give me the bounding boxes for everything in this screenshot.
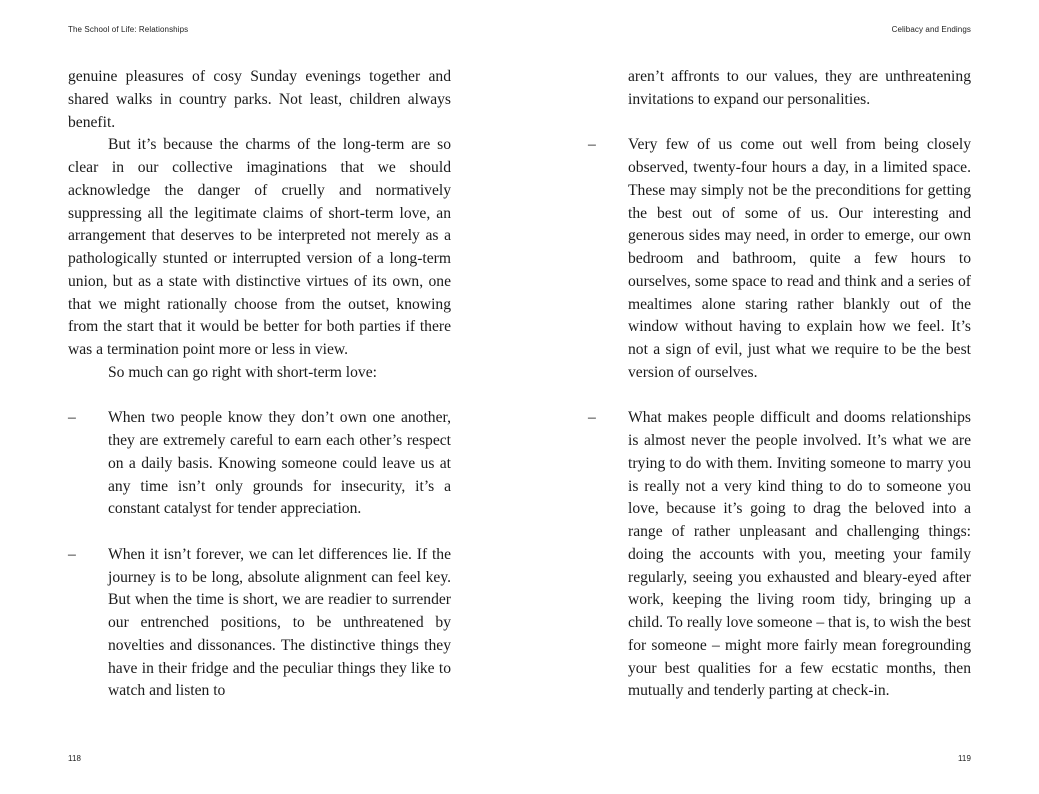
list-item-text: What makes people difficult and dooms relationships is almost never the people involved. It’s what we are trying to do with them. Inviting someone to marry you is really not a very kind thing to do to someone you love, because it’s going to drag the beloved into a range of rather unpleasant and challenging things: doing the accounts with you, meeting your family regularly, seeing you exhausted and bleary-eyed after work, keeping the living room tidy, bringing up a child. To really love someone – that is, to wish the best for someone – might more fairly mean foregrounding your best qualities for a few ecstatic months, then mutually and tenderly parting at check-in. xyxy=(628,409,971,700)
paragraph-continued: genuine pleasures of cosy Sunday evenings together and shared walks in country parks. Not least, children always benefit. xyxy=(68,68,451,131)
list-item-text: When it isn’t forever, we can let differences lie. If the journey is to be long, absolute alignment can feel key. But when the time is short, we are readier to surrender our entrenched positions, to be unthreatened by novelties and dissonances. The distinctive things they have in their fridge and the peculiar things they like to watch and listen to xyxy=(108,545,451,700)
running-header-right: Celibacy and Endings xyxy=(891,25,971,34)
left-page-body xyxy=(68,66,451,703)
spacer xyxy=(68,385,451,408)
dash-marker: – xyxy=(588,409,596,427)
left-page xyxy=(0,0,519,794)
paragraph-intro-list: So much can go right with short-term love: xyxy=(108,363,377,381)
list-item xyxy=(68,407,451,521)
dash-marker: – xyxy=(68,409,76,427)
page-number-right: 119 xyxy=(957,754,971,763)
list-item-text: When two people know they don’t own one another, they are extremely careful to earn each other’s respect on a daily basis. Knowing someone could leave us at any time isn’t only grounds for insecurity, it’s a constant catalyst for tender appreciation. xyxy=(108,409,451,518)
list-item xyxy=(588,134,971,384)
list-item xyxy=(68,544,451,703)
list-item xyxy=(588,407,971,703)
list-item-text: Very few of us come out well from being closely observed, twenty-four hours a day, in a limited space. These may simply not be the preconditions for getting the best out of some of us. Our interesting and generous sides may need, in order to emerge, our own bedroom and bathroom, quite a few hours to ourselves, some space to read and think and a series of mealtimes alone staring rather blankly out of the window without having to explain how we feel. It’s not a sign of evil, just what we require to be the best version of ourselves. xyxy=(628,136,971,381)
dash-marker: – xyxy=(68,545,76,563)
right-page-body xyxy=(588,66,971,703)
running-header-left: The School of Life: Relationships xyxy=(68,25,189,34)
right-page xyxy=(520,0,1039,794)
dash-marker: – xyxy=(588,136,596,154)
paragraph-long-term-charms: But it’s because the charms of the long-term are so clear in our collective imaginations that we should acknowledge the danger of cruelly and normatively suppressing all the legitimate claims of short-term love, an arrangement that deserves to be interpreted not merely as a pathologically stunted or interrupted version of a long-term union, but as a state with distinctive virtues of its own, one that we might rationally choose from the outset, knowing from the start that it would be better for both parties if there was a termination point more or less in view. xyxy=(68,136,451,358)
spacer xyxy=(628,385,971,408)
page-number-left: 118 xyxy=(68,754,82,763)
paragraph-continued: aren’t affronts to our values, they are unthreatening invitations to expand our personalities. xyxy=(628,68,971,108)
spacer xyxy=(628,112,971,135)
spacer xyxy=(68,521,451,544)
